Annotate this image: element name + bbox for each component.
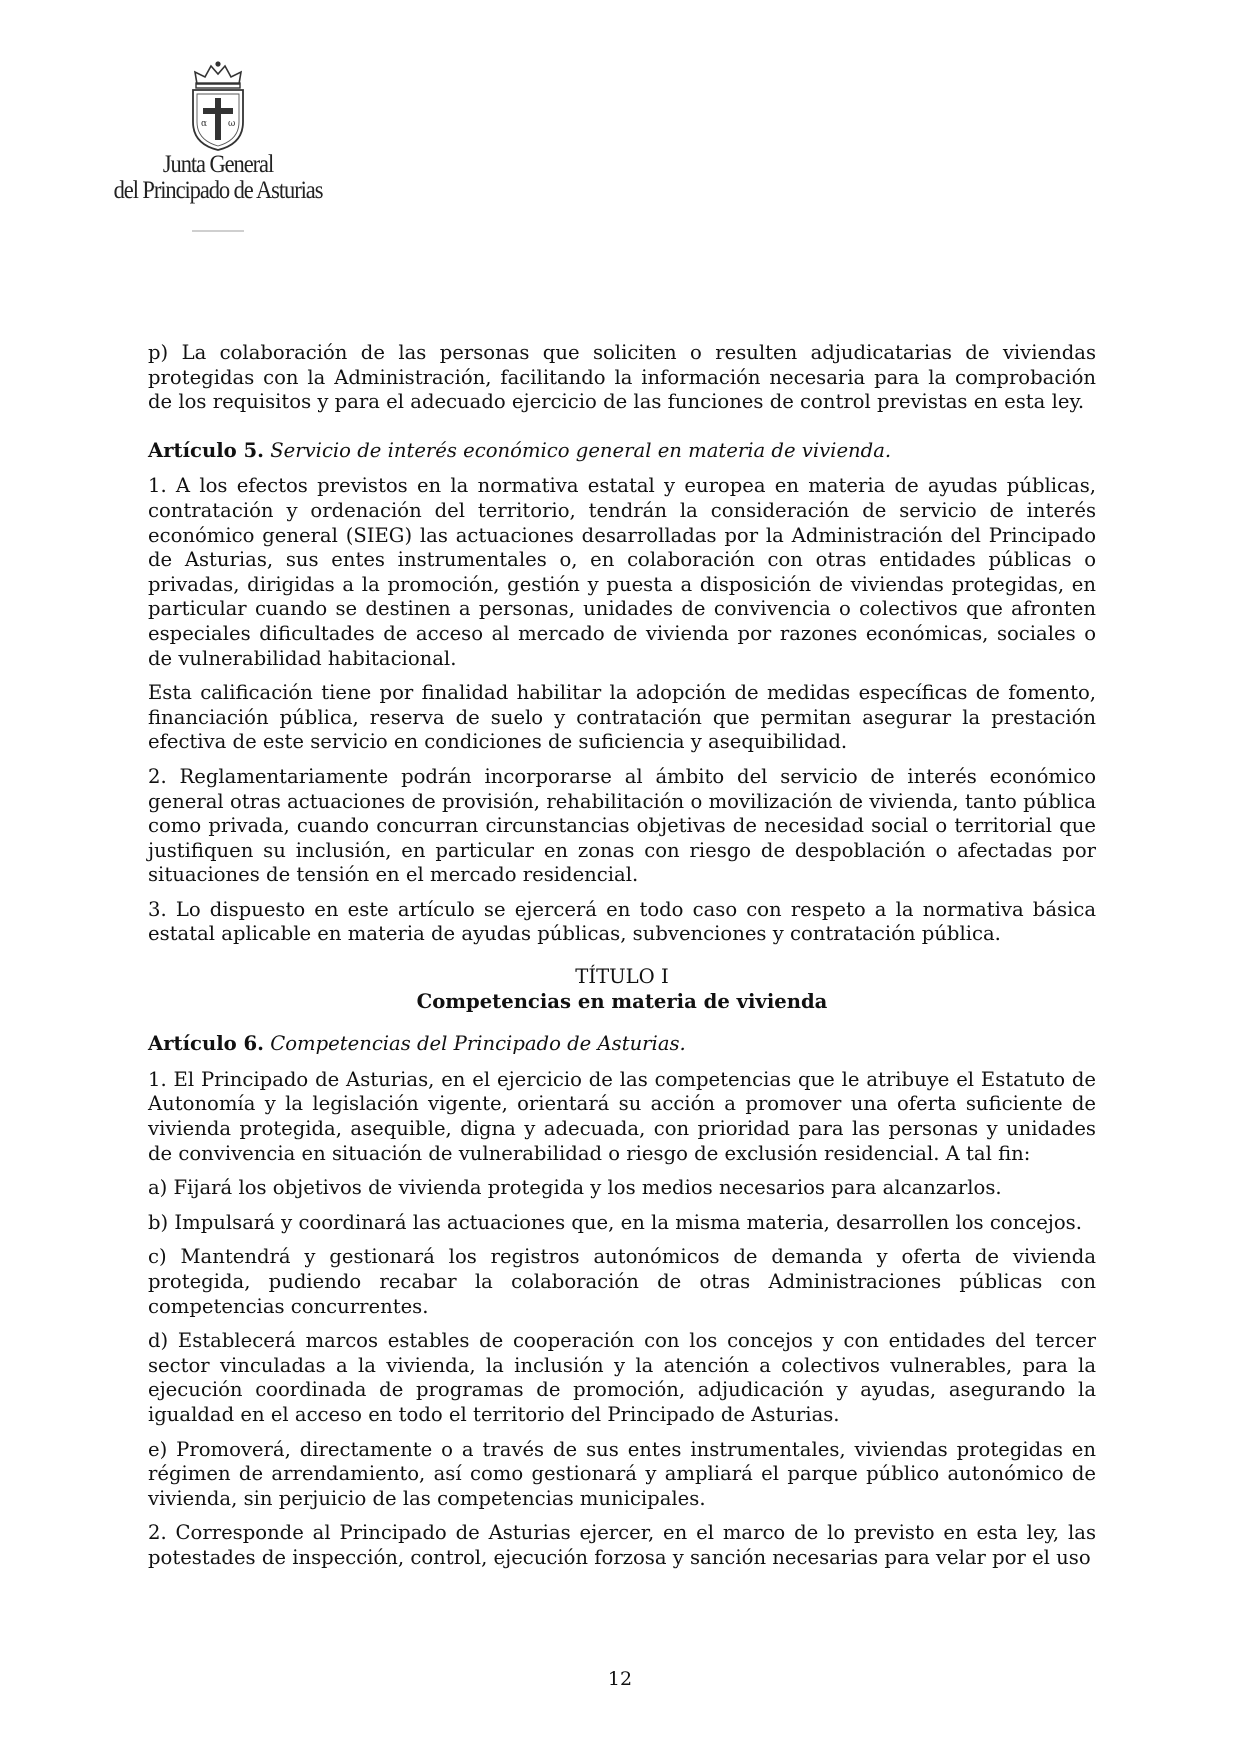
article-5-title: Servicio de interés económico general en materia de vivienda. [270, 438, 892, 462]
title-heading [148, 965, 1096, 1014]
article-6-heading [148, 1032, 1096, 1057]
svg-text:α: α [201, 119, 208, 129]
title-name: Competencias en materia de vivienda [416, 989, 828, 1013]
title-number: TÍTULO I [575, 965, 669, 989]
header-divider [192, 230, 244, 232]
article-6-item-a: a) Fijará los objetivos de vivienda protegida y los medios necesarios para alcanzarlos. [148, 1176, 1002, 1200]
article-5-paragraph-1: 1. A los efectos previstos en la normativa estatal y europea en materia de ayudas públicas, contratación y ordenación del territorio, tendrán la consideración de servicio de interés económico general (SIEG) las actuaciones desarrolladas por la Administración del Principado de Asturias, sus entes instrumentales o, en colaboración con otras entidades públicas o privadas, dirigidas a la promoción, gestión y puesta a disposición de viviendas protegidas, en particular cuando se destinen a personas, unidades de convivencia o colectivos que afronten especiales dificultades de acceso al mercado de vivienda por razones económicas, sociales o de vulnerabilidad habitacional. [148, 474, 1096, 670]
article-6-item-b: b) Impulsará y coordinará las actuaciones que, en la misma materia, desarrollen los concejos. [148, 1210, 1082, 1234]
document-body [148, 341, 1096, 1581]
article-5-heading [148, 439, 1096, 464]
paragraph-p: p) La colaboración de las personas que soliciten o resulten adjudicatarias de viviendas protegidas con la Administración, facilitando la información necesaria para la comprobación de los requisitos y para el adecuado ejercicio de las funciones de control previstas en esta ley. [148, 341, 1096, 414]
coat-of-arms-icon [183, 60, 253, 152]
article-6-item-d: d) Establecerá marcos estables de cooperación con los concejos y con entidades del tercer sector vinculadas a la vivienda, la inclusión y la atención a colectivos vulnerables, para la ejecución coordinada de programas de promoción, adjudicación y ayudas, asegurando la igualdad en el acceso en todo el territorio del Principado de Asturias. [148, 1329, 1096, 1426]
article-6-item-c: c) Mantendrá y gestionará los registros autonómicos de demanda y oferta de vivienda protegida, pudiendo recabar la colaboración de otras Administraciones públicas con competencias concurrentes. [148, 1245, 1096, 1318]
page-number: 12 [607, 1668, 633, 1690]
svg-text:ω: ω [228, 119, 236, 129]
article-6-paragraph-1: 1. El Principado de Asturias, en el ejercicio de las competencias que le atribuye el Estatuto de Autonomía y la legislación vigente, orientará su acción a promover una oferta suficiente de vivienda protegida, asequible, digna y adecuada, con prioridad para las personas y unidades de convivencia en situación de vulnerabilidad o riesgo de exclusión residencial. A tal fin: [148, 1067, 1096, 1165]
institution-name-line2: del Principado de Asturias [113, 177, 323, 204]
letterhead [88, 60, 348, 232]
article-6-paragraph-2: 2. Corresponde al Principado de Asturias ejercer, en el marco de lo previsto en esta ley, las potestades de inspección, control, ejecución forzosa y sanción necesarias para velar por el uso [148, 1521, 1096, 1569]
institution-name-line1: Junta General [162, 151, 274, 178]
article-6-title: Competencias del Principado de Asturias. [270, 1032, 686, 1056]
article-6-item-e: e) Promoverá, directamente o a través de sus entes instrumentales, viviendas protegidas en régimen de arrendamiento, así como gestionará y ampliará el parque público autonómico de vivienda, sin perjuicio de las competencias municipales. [148, 1437, 1096, 1510]
article-6-label: Artículo 6. [148, 1032, 264, 1056]
article-5-paragraph-3: 3. Lo dispuesto en este artículo se ejercerá en todo caso con respeto a la normativa básica estatal aplicable en materia de ayudas públicas, subvenciones y contratación pública. [148, 897, 1096, 946]
article-5-label: Artículo 5. [148, 438, 264, 462]
article-5-paragraph-1b: Esta calificación tiene por finalidad habilitar la adopción de medidas específicas de fomento, financiación pública, reserva de suelo y contratación que permitan asegurar la prestación efectiva de este servicio en condiciones de suficiencia y asequibilidad. [148, 681, 1096, 754]
article-5-paragraph-2: 2. Reglamentariamente podrán incorporarse al ámbito del servicio de interés económico general otras actuaciones de provisión, rehabilitación o movilización de vivienda, tanto pública como privada, cuando concurran circunstancias objetivas de necesidad social o territorial que justifiquen su inclusión, en particular en zonas con riesgo de despoblación o afectadas por situaciones de tensión en el mercado residencial. [148, 764, 1096, 887]
